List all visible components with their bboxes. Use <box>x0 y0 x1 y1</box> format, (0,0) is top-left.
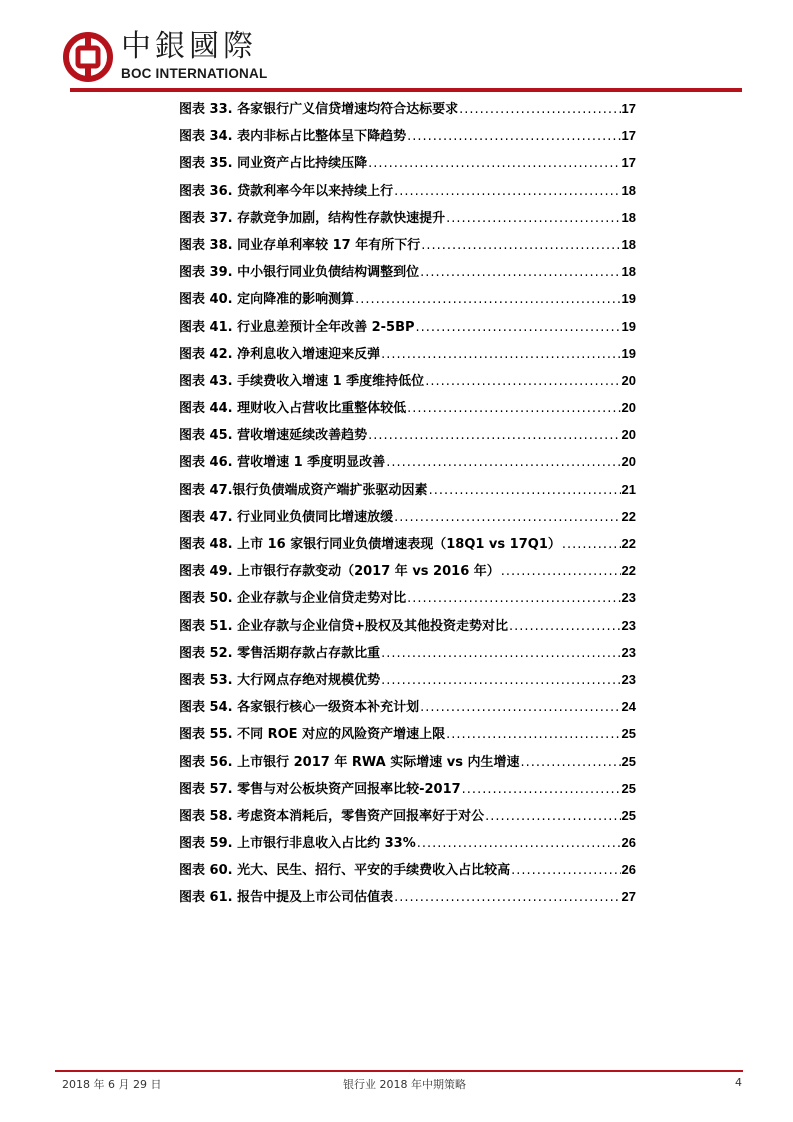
toc-entry-title: 图表 48. 上市 16 家银行同业负债增速表现（18Q1 vs 17Q1） <box>179 537 561 552</box>
toc-entry-title: 图表 47.银行负债端成资产端扩张驱动因素 <box>179 482 428 498</box>
toc-entry-title: 图表 54. 各家银行核心一级资本补充计划 <box>179 700 420 716</box>
table-of-figures <box>179 95 636 911</box>
toc-entry-title: 图表 35. 同业资产占比持续压降 <box>179 156 368 172</box>
toc-entry-title: 图表 47. 行业同业负债同比增速放缓 <box>179 509 394 525</box>
toc-entry[interactable] <box>179 394 636 421</box>
toc-entry-title: 图表 52. 零售活期存款占存款比重 <box>179 645 381 661</box>
toc-entry-title: 图表 58. 考虑资本消耗后，零售资产回报率好于对公 <box>179 808 485 824</box>
toc-leader-dots <box>355 286 620 313</box>
toc-entry[interactable] <box>179 775 636 802</box>
toc-entry-title: 图表 38. 同业存单利率较 17 年有所下行 <box>179 237 421 253</box>
toc-leader-dots <box>381 341 620 368</box>
toc-leader-dots <box>381 640 620 667</box>
toc-entry[interactable] <box>179 693 636 720</box>
toc-entry-title: 图表 36. 贷款利率今年以来持续上行 <box>179 183 394 199</box>
toc-entry[interactable] <box>179 829 636 856</box>
toc-entry-page: 19 <box>621 318 636 334</box>
toc-entry-page: 21 <box>621 481 636 497</box>
toc-leader-dots <box>485 803 620 830</box>
toc-entry-page: 23 <box>621 671 636 687</box>
toc-leader-dots <box>462 776 621 803</box>
toc-leader-dots <box>407 395 620 422</box>
footer-date: 2018 年 6 月 29 日 <box>62 1078 162 1091</box>
toc-entry-title: 图表 42. 净利息收入增速迎来反弹 <box>179 346 381 362</box>
toc-entry-title: 图表 61. 报告中提及上市公司估值表 <box>179 890 394 906</box>
toc-entry[interactable] <box>179 448 636 475</box>
toc-entry-title: 图表 57. 零售与对公板块资产回报率比较-2017 <box>179 781 461 797</box>
toc-entry-page: 18 <box>621 209 636 225</box>
toc-entry-page: 17 <box>621 101 636 116</box>
toc-entry-page: 26 <box>621 862 636 878</box>
toc-entry-title: 图表 37. 存款竞争加剧，结构性存款快速提升 <box>179 210 446 226</box>
toc-leader-dots <box>381 667 620 694</box>
toc-entry-page: 20 <box>621 427 636 443</box>
toc-leader-dots <box>368 422 620 449</box>
toc-entry-page: 19 <box>621 345 636 361</box>
toc-entry-title: 图表 44. 理财收入占营收比重整体较低 <box>179 401 407 417</box>
toc-entry-title: 图表 49. 上市银行存款变动（2017 年 vs 2016 年） <box>179 564 500 580</box>
toc-entry-page: 23 <box>621 644 636 660</box>
toc-leader-dots <box>420 259 620 286</box>
toc-entry-page: 20 <box>621 454 636 470</box>
toc-entry-page: 18 <box>621 236 636 252</box>
toc-entry-title: 图表 41. 行业息差预计全年改善 2-5BP <box>179 319 415 335</box>
toc-leader-dots <box>446 721 620 748</box>
boc-international-logo <box>63 28 293 88</box>
toc-leader-dots <box>407 585 620 612</box>
toc-leader-dots <box>386 449 620 476</box>
toc-leader-dots <box>425 368 620 395</box>
toc-entry[interactable] <box>179 612 636 639</box>
toc-entry[interactable] <box>179 639 636 666</box>
toc-entry[interactable] <box>179 802 636 829</box>
toc-entry[interactable] <box>179 177 636 204</box>
toc-entry-title: 图表 60. 光大、民生、招行、平安的手续费收入占比较高 <box>179 863 511 879</box>
toc-entry[interactable] <box>179 95 636 122</box>
toc-leader-dots <box>446 205 620 232</box>
toc-entry-page: 18 <box>621 182 636 198</box>
toc-entry[interactable] <box>179 313 636 340</box>
toc-entry-page: 22 <box>621 563 636 579</box>
toc-entry-title: 图表 55. 不同 ROE 对应的风险资产增速上限 <box>179 727 446 743</box>
toc-entry-title: 图表 43. 手续费收入增速 1 季度维持低位 <box>179 373 425 389</box>
bank-of-china-emblem-icon <box>63 32 113 82</box>
toc-entry-page: 25 <box>621 780 636 796</box>
footer-page-number: 4 <box>735 1076 742 1089</box>
toc-entry-title: 图表 40. 定向降准的影响测算 <box>179 292 355 308</box>
toc-entry-title: 图表 33. 各家银行广义信贷增速均符合达标要求 <box>179 102 459 117</box>
toc-entry[interactable] <box>179 557 636 584</box>
toc-entry-page: 23 <box>621 590 636 606</box>
toc-entry-page: 26 <box>621 835 636 851</box>
toc-entry[interactable] <box>179 231 636 258</box>
toc-entry-page: 17 <box>621 128 636 144</box>
toc-leader-dots <box>459 96 620 123</box>
toc-entry[interactable] <box>179 149 636 176</box>
toc-leader-dots <box>394 178 620 205</box>
header-divider <box>70 88 742 92</box>
toc-leader-dots <box>501 558 621 585</box>
toc-entry-page: 22 <box>621 508 636 524</box>
toc-entry-title: 图表 50. 企业存款与企业信贷走势对比 <box>179 591 407 607</box>
toc-entry[interactable] <box>179 421 636 448</box>
toc-entry[interactable] <box>179 122 636 149</box>
toc-leader-dots <box>429 477 621 504</box>
toc-entry-title: 图表 59. 上市银行非息收入占比约 33% <box>179 836 416 852</box>
toc-leader-dots <box>417 830 621 857</box>
toc-entry-page: 22 <box>621 536 636 551</box>
toc-entry[interactable] <box>179 285 636 312</box>
toc-entry-page: 25 <box>621 807 636 823</box>
toc-leader-dots <box>416 314 621 341</box>
toc-entry-title: 图表 34. 表内非标占比整体呈下降趋势 <box>179 129 407 145</box>
toc-entry[interactable] <box>179 883 636 910</box>
toc-entry[interactable] <box>179 530 636 557</box>
toc-entry-title: 图表 56. 上市银行 2017 年 RWA 实际增速 vs 内生增速 <box>179 754 520 770</box>
toc-leader-dots <box>394 504 620 531</box>
toc-entry-page: 19 <box>621 291 636 307</box>
toc-entry[interactable] <box>179 584 636 611</box>
logo-english-wordmark: BOC INTERNATIONAL <box>121 66 268 81</box>
toc-entry-page: 18 <box>621 264 636 280</box>
toc-entry-title: 图表 39. 中小银行同业负债结构调整到位 <box>179 265 420 281</box>
toc-entry[interactable] <box>179 340 636 367</box>
toc-entry-title: 图表 45. 营收增速延续改善趋势 <box>179 428 368 444</box>
toc-leader-dots <box>562 531 621 558</box>
toc-leader-dots <box>520 749 620 776</box>
toc-entry-page: 25 <box>621 726 636 742</box>
toc-entry-page: 27 <box>621 889 636 905</box>
toc-entry[interactable] <box>179 503 636 530</box>
toc-entry-title: 图表 46. 营收增速 1 季度明显改善 <box>179 455 386 471</box>
logo-chinese-wordmark: 中銀國際 <box>121 29 257 64</box>
toc-entry[interactable] <box>179 856 636 883</box>
toc-entry[interactable] <box>179 204 636 231</box>
footer-divider <box>55 1070 743 1072</box>
toc-leader-dots <box>368 150 620 177</box>
toc-entry[interactable] <box>179 720 636 747</box>
toc-entry-page: 23 <box>621 617 636 633</box>
toc-leader-dots <box>407 123 620 150</box>
toc-entry-page: 24 <box>621 699 636 715</box>
toc-entry[interactable] <box>179 476 636 503</box>
toc-entry-page: 20 <box>621 400 636 416</box>
toc-leader-dots <box>420 694 620 721</box>
toc-entry-page: 25 <box>621 753 636 769</box>
toc-entry-title: 图表 53. 大行网点存绝对规模优势 <box>179 672 381 688</box>
toc-entry-page: 20 <box>621 372 636 388</box>
toc-entry[interactable] <box>179 666 636 693</box>
toc-entry-title: 图表 51. 企业存款与企业信贷+股权及其他投资走势对比 <box>179 618 508 634</box>
toc-leader-dots <box>511 857 620 884</box>
toc-leader-dots <box>421 232 620 259</box>
toc-entry[interactable] <box>179 258 636 285</box>
toc-entry[interactable] <box>179 367 636 394</box>
toc-leader-dots <box>509 613 621 640</box>
toc-leader-dots <box>394 884 620 911</box>
footer-report-title: 银行业 2018 年中期策略 <box>343 1078 466 1091</box>
toc-entry-page: 17 <box>621 155 636 171</box>
toc-entry[interactable] <box>179 748 636 775</box>
